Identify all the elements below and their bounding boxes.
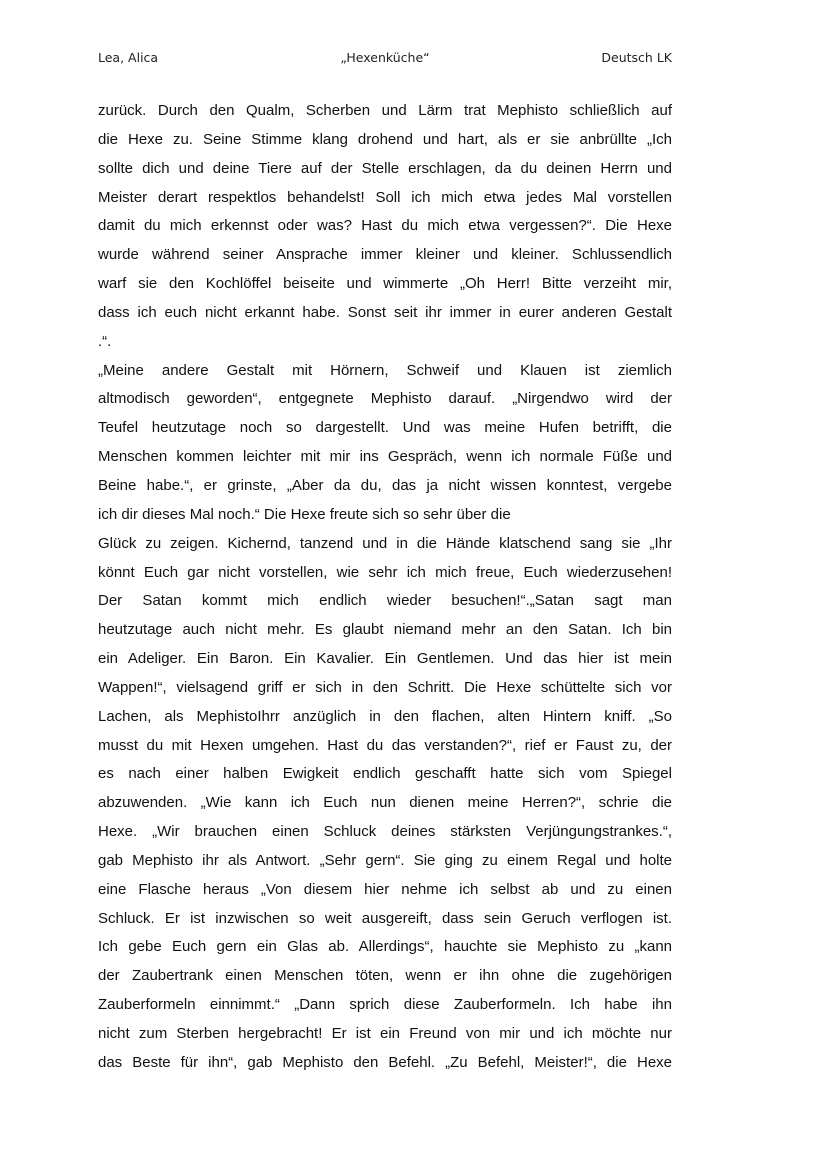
header-author: Lea, Alica bbox=[98, 50, 159, 65]
text-line: nicht zum Sterben hergebracht! Er ist ein Freund von mir und ich möchte nur bbox=[98, 1025, 672, 1042]
text-line: altmodisch geworden“, entgegnete Mephisto darauf. „Nirgendwo wird der bbox=[98, 390, 672, 408]
text-line: der Zaubertrank einen Menschen töten, wenn er ihn ohne die zugehörigen bbox=[98, 967, 672, 985]
text-line: könnt Euch gar nicht vorstellen, wie sehr ich mich freue, Euch wiederzusehen! bbox=[98, 563, 672, 581]
text-line: Hexe. „Wir brauchen einen Schluck deines stärksten Verjüngungstrankes.“, bbox=[98, 823, 672, 841]
header-course: Deutsch LK bbox=[601, 50, 672, 65]
text-line: Menschen kommen leichter mit mir ins Gespräch, wenn ich normale Füße und bbox=[98, 448, 672, 466]
text-line: warf sie den Kochlöffel beiseite und wimmerte „Oh Herr! Bitte verzeiht mir, bbox=[98, 275, 672, 293]
text-line: die Hexe zu. Seine Stimme klang drohend und hart, als er sie anbrüllte „Ich bbox=[98, 130, 672, 148]
header-title: „Hexenküche“ bbox=[340, 50, 430, 65]
text-line: Meister derart respektlos behandelst! Soll ich mich etwa jedes Mal vorstellen bbox=[98, 188, 672, 206]
text-line: .“. bbox=[98, 332, 112, 350]
text-line: „Meine andere Gestalt mit Hörnern, Schweif und Klauen ist ziemlich bbox=[98, 361, 672, 379]
text-line: musst du mit Hexen umgehen. Hast du das verstanden?“, rief er Faust zu, der bbox=[98, 736, 672, 754]
text-line: Zauberformeln einnimmt.“ „Dann sprich diese Zauberformeln. Ich habe ihn bbox=[98, 996, 672, 1014]
text-line: gab Mephisto ihr als Antwort. „Sehr gern“. Sie ging zu einem Regal und holte bbox=[98, 851, 672, 869]
text-line: zurück. Durch den Qualm, Scherben und Lärm trat Mephisto schließlich auf bbox=[98, 102, 672, 119]
text-line: Teufel heutzutage noch so dargestellt. Und was meine Hufen betrifft, die bbox=[98, 419, 672, 437]
text-line: Ich gebe Euch gern ein Glas ab. Allerdings“, hauchte sie Mephisto zu „kann bbox=[98, 938, 672, 956]
text-line: Beine habe.“, er grinste, „Aber da du, das ja nicht wissen konntest, vergebe bbox=[98, 476, 672, 494]
text-line: wurde während seiner Ansprache immer kleiner und kleiner. Schlussendlich bbox=[98, 246, 672, 264]
text-line: dass ich euch nicht erkannt habe. Sonst seit ihr immer in eurer anderen Gestalt bbox=[98, 303, 672, 321]
text-line: Wappen!“, vielsagend griff er sich in den Schritt. Die Hexe schüttelte sich vor bbox=[98, 678, 672, 696]
text-line: das Beste für ihn“, gab Mephisto den Befehl. „Zu Befehl, Meister!“, die Hexe bbox=[98, 1053, 672, 1071]
text-line: damit du mich erkennst oder was? Hast du mich etwa vergessen?“. Die Hexe bbox=[98, 217, 672, 235]
body-text bbox=[98, 97, 672, 1078]
text-line: eine Flasche heraus „Von diesem hier nehme ich selbst ab und zu einen bbox=[98, 880, 672, 898]
text-line: Schluck. Er ist inzwischen so weit ausgereift, dass sein Geruch verflogen ist. bbox=[98, 909, 672, 927]
text-line: abzuwenden. „Wie kann ich Euch nun dienen meine Herren?“, schrie die bbox=[98, 794, 672, 812]
text-line: Der Satan kommt mich endlich wieder besuchen!“.„Satan sagt man bbox=[98, 592, 672, 610]
text-line: heutzutage auch nicht mehr. Es glaubt niemand mehr an den Satan. Ich bin bbox=[98, 621, 672, 639]
page-header bbox=[98, 50, 672, 68]
text-line: es nach einer halben Ewigkeit endlich geschafft hatte sich vom Spiegel bbox=[98, 765, 672, 783]
text-line: Lachen, als MephistoIhrr anzüglich in den flachen, alten Hintern kniff. „So bbox=[98, 707, 672, 725]
text-line: ich dir dieses Mal noch.“ Die Hexe freute sich so sehr über die bbox=[98, 505, 511, 523]
text-line: sollte dich und deine Tiere auf der Stelle erschlagen, da du deinen Herrn und bbox=[98, 159, 672, 177]
text-line: ein Adeliger. Ein Baron. Ein Kavalier. Ein Gentlemen. Und das hier ist mein bbox=[98, 650, 672, 668]
text-line: Glück zu zeigen. Kichernd, tanzend und in die Hände klatschend sang sie „Ihr bbox=[98, 534, 672, 552]
